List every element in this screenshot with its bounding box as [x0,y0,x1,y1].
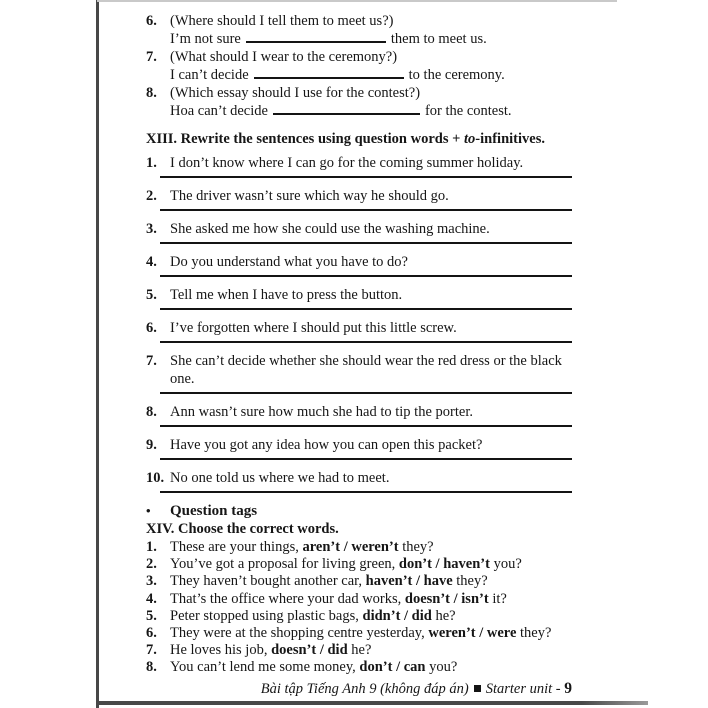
item-number: 8. [146,85,157,101]
page-content [146,12,572,698]
answer-line [160,242,572,244]
list-item [146,642,572,659]
choice-options: don’t / can [359,659,426,676]
answer-post: to the ceremony. [408,67,505,83]
item-sentence: Have you got any idea how you can open this packet? [170,437,483,453]
answer-post: them to meet us. [390,31,487,47]
answer-blank [254,66,404,79]
exercise-xiv-items [146,539,572,677]
choice-options: doesn’t / did [271,642,348,659]
sentence-post: you? [425,659,458,676]
sentence-post: they? [398,539,434,555]
sentence-pre: They were at the shopping centre yesterday, [170,625,429,642]
item-sentence: I’ve forgotten where I should put this little screw. [170,320,457,336]
item-sentence: The driver wasn’t sure which way he should go. [170,188,449,204]
choice-options: weren’t / were [428,625,517,642]
sentence-post: it? [488,590,507,607]
sentence-pre: They haven’t bought another car, [170,573,366,590]
item-number: 8. [146,659,157,676]
item-sentence: She asked me how she could use the washing machine. [170,221,490,237]
list-item [146,48,572,84]
answer-line [160,176,572,178]
item-answer [170,30,572,48]
choice-options: doesn’t / isn’t [404,590,489,607]
sentence-pre: You can’t lend me some money, [170,659,360,676]
item-number-spacer [146,102,170,120]
list-item [146,436,572,460]
footer-section: Starter unit - [485,680,565,697]
item-number: 7. [146,642,157,659]
item-number: 1. [146,539,157,555]
choice-options: didn’t / did [362,607,432,624]
item-number: 3. [146,221,157,237]
answer-pre: Hoa can’t decide [170,103,268,119]
sentence-post: they? [516,625,552,642]
exercise-xii-items [146,12,572,120]
item-sentence [170,642,572,659]
item-sentence [170,556,572,573]
sentence-pre: That’s the office where your dad works, [170,590,405,607]
heading-post: -infinitives. [475,131,545,147]
answer-blank [273,102,420,115]
item-number: 4. [146,254,157,270]
list-item [146,469,572,493]
list-item [146,187,572,211]
answer-line [160,491,572,493]
sentence-post: they? [452,573,488,590]
answer-line [160,341,572,343]
sentence-post: he? [431,607,456,624]
list-item [146,84,572,120]
item-number: 5. [146,287,157,303]
item-number: 3. [146,573,157,590]
exercise-xiii-heading [146,130,572,148]
page-footer [146,680,572,698]
item-number: 10. [146,470,165,486]
exercise-xiv-heading: XIV. Choose the correct words. [146,521,339,537]
sentence-pre: You’ve got a proposal for living green, [170,556,399,573]
item-number: 1. [146,155,157,171]
sentence-pre: He loves his job, [170,642,272,659]
item-sentence [170,591,572,608]
bullet-icon: • [146,503,151,518]
item-question: (Which essay should I use for the contest?) [170,85,421,101]
answer-post: for the contest. [424,103,512,119]
section-title: Question tags [170,503,258,519]
item-sentence: Do you understand what you have to do? [170,254,408,270]
item-number: 2. [146,188,157,204]
list-item [146,556,572,573]
item-sentence: Ann wasn’t sure how much she had to tip the porter. [170,404,473,420]
scan-edge-left [96,0,99,708]
list-item [146,220,572,244]
list-item [146,319,572,343]
answer-pre: I can’t decide [170,67,249,83]
scan-edge-top [97,0,617,2]
answer-line [160,425,572,427]
item-sentence: She can’t decide whether she should wear the red dress or the black one. [170,353,562,387]
item-number-spacer [146,30,170,48]
list-item [146,573,572,590]
scan-edge-bottom [96,701,648,705]
question-tags-header [146,502,572,520]
answer-line [160,308,572,310]
item-number: 9. [146,437,157,453]
item-sentence [170,625,572,642]
exercise-xiii-items [146,154,572,493]
item-question: (Where should I tell them to meet us?) [170,13,394,29]
item-number: 6. [146,13,157,29]
sentence-post: you? [489,556,522,573]
answer-pre: I’m not sure [170,31,241,47]
answer-blank [246,30,386,43]
list-item [146,12,572,48]
item-sentence [170,659,572,676]
item-number: 7. [146,353,157,369]
list-item [146,591,572,608]
item-answer [170,102,572,120]
list-item [146,154,572,178]
heading-pre: XIII. Rewrite the sentences using question words + [146,131,465,147]
item-question: (What should I wear to the ceremony?) [170,49,398,65]
answer-line [160,392,572,394]
item-answer [170,66,572,84]
sentence-pre: These are your things, [170,539,303,555]
answer-line [160,458,572,460]
list-item [146,253,572,277]
item-number: 6. [146,320,157,336]
item-sentence: I don’t know where I can go for the coming summer holiday. [170,155,524,171]
answer-line [160,275,572,277]
item-number-spacer [146,66,170,84]
item-number: 5. [146,607,157,624]
item-sentence [170,608,572,625]
choice-options: aren’t / weren’t [302,539,399,555]
list-item [146,659,572,676]
item-number: 2. [146,556,157,573]
list-item [146,352,572,394]
item-sentence: No one told us where we had to meet. [170,470,390,486]
sentence-pre: Peter stopped using plastic bags, [170,607,363,624]
footer-source: Bài tập Tiếng Anh 9 (không đáp án) [260,680,469,697]
list-item [146,539,572,556]
item-sentence [170,573,572,590]
choice-options: haven’t / have [365,573,453,590]
list-item [146,608,572,625]
item-number: 7. [146,49,157,65]
item-number: 4. [146,590,157,607]
list-item [146,403,572,427]
square-separator-icon [474,685,481,692]
item-sentence [170,539,572,556]
list-item [146,286,572,310]
list-item [146,625,572,642]
footer-page-number: 9 [564,679,572,697]
answer-line [160,209,572,211]
choice-options: don’t / haven’t [398,556,490,573]
sentence-post: he? [347,642,372,659]
item-sentence: Tell me when I have to press the button. [170,287,403,303]
item-number: 6. [146,625,157,642]
heading-italic-to: to [464,131,476,147]
item-number: 8. [146,404,157,420]
